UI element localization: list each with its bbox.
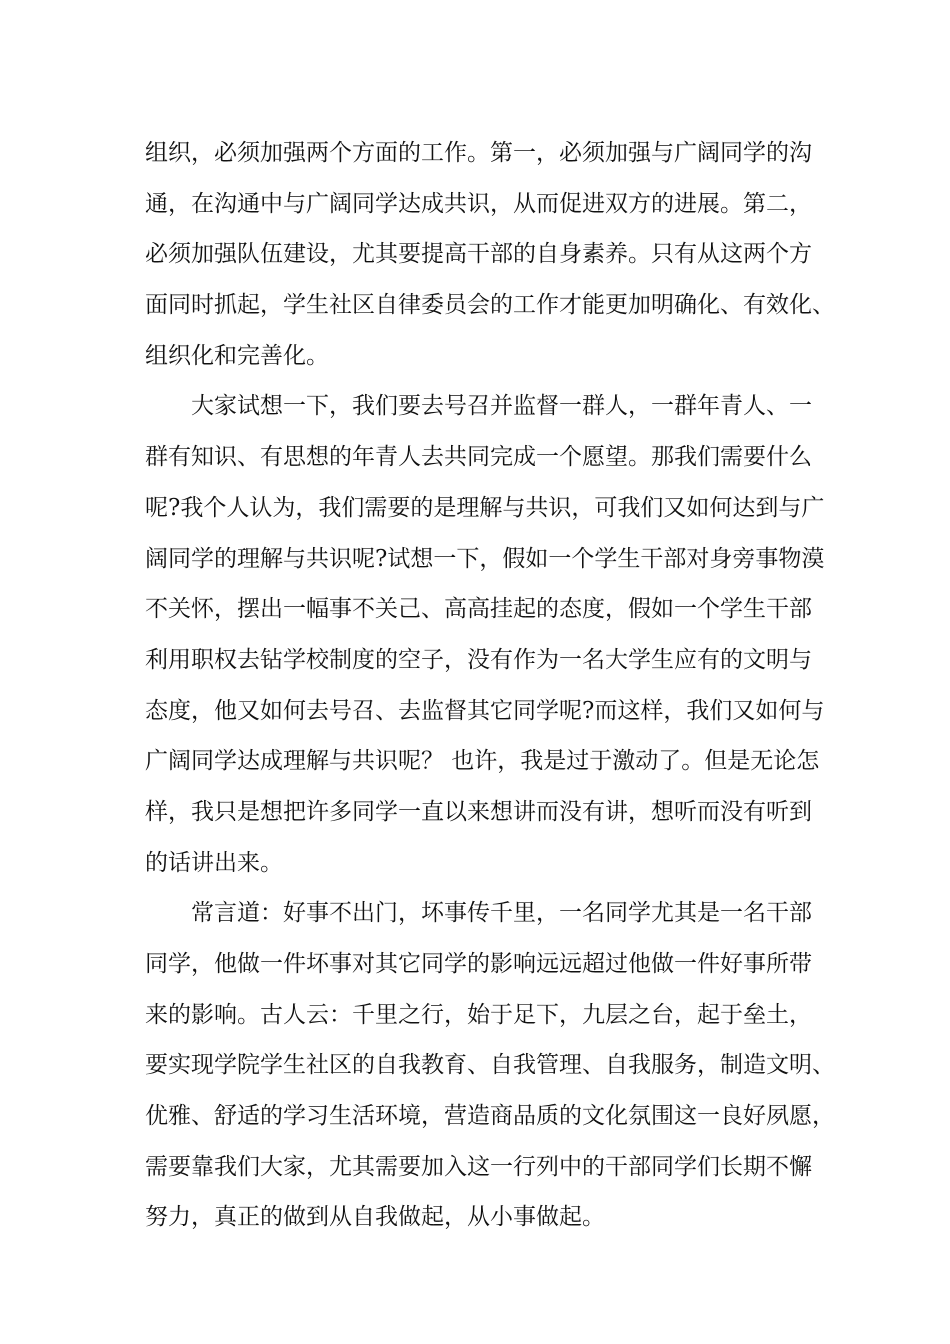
text-line: 呢?我个人认为，我们需要的是理解与共识，可我们又如何达到与广 bbox=[145, 494, 825, 521]
text-line: 要实现学院学生社区的自我教育、自我管理、自我服务，制造文明、 bbox=[145, 1052, 835, 1079]
text-line: 不关怀，摆出一幅事不关己、高高挂起的态度，假如一个学生干部 bbox=[145, 596, 812, 623]
text-line: 需要靠我们大家，尤其需要加入这一行列中的干部同学们长期不懈 bbox=[145, 1153, 812, 1180]
paragraph-start-line: 大家试想一下，我们要去号召并监督一群人，一群年青人、一 bbox=[191, 393, 812, 420]
text-line: 组织化和完善化。 bbox=[145, 342, 329, 369]
text-line: 样，我只是想把许多同学一直以来想讲而没有讲，想听而没有听到 bbox=[145, 798, 812, 825]
text-line: 态度，他又如何去号召、去监督其它同学呢?而这样，我们又如何与 bbox=[145, 697, 825, 724]
text-line: 通，在沟通中与广阔同学达成共识，从而促进双方的进展。第二， bbox=[145, 190, 812, 217]
text-line: 面同时抓起，学生社区自律委员会的工作才能更加明确化、有效化、 bbox=[145, 292, 835, 319]
text-line: 来的影响。古人云：千里之行，始于足下，九层之台，起于垒土， bbox=[145, 1001, 812, 1028]
paragraph-start-line: 常言道：好事不出门，坏事传千里，一名同学尤其是一名干部 bbox=[191, 900, 812, 927]
text-line: 利用职权去钻学校制度的空子，没有作为一名大学生应有的文明与 bbox=[145, 646, 812, 673]
text-line: 广阔同学达成理解与共识呢？ 也许，我是过于激动了。但是无论怎 bbox=[145, 748, 820, 775]
text-line: 优雅、舒适的学习生活环境，营造商品质的文化氛围这一良好夙愿， bbox=[145, 1103, 835, 1130]
body-text bbox=[145, 128, 835, 1243]
text-line: 组织，必须加强两个方面的工作。第一，必须加强与广阔同学的沟 bbox=[145, 140, 812, 166]
text-line: 阔同学的理解与共识呢?试想一下，假如一个学生干部对身旁事物漠 bbox=[145, 545, 825, 572]
text-line: 的话讲出来。 bbox=[145, 849, 283, 876]
text-line: 必须加强队伍建设，尤其要提高干部的自身素养。只有从这两个方 bbox=[145, 241, 812, 268]
text-line: 努力，真正的做到从自我做起，从小事做起。 bbox=[145, 1204, 605, 1231]
text-line: 群有知识、有思想的年青人去共同完成一个愿望。那我们需要什么 bbox=[145, 444, 812, 471]
text-line: 同学，他做一件坏事对其它同学的影响远远超过他做一件好事所带 bbox=[145, 951, 812, 977]
